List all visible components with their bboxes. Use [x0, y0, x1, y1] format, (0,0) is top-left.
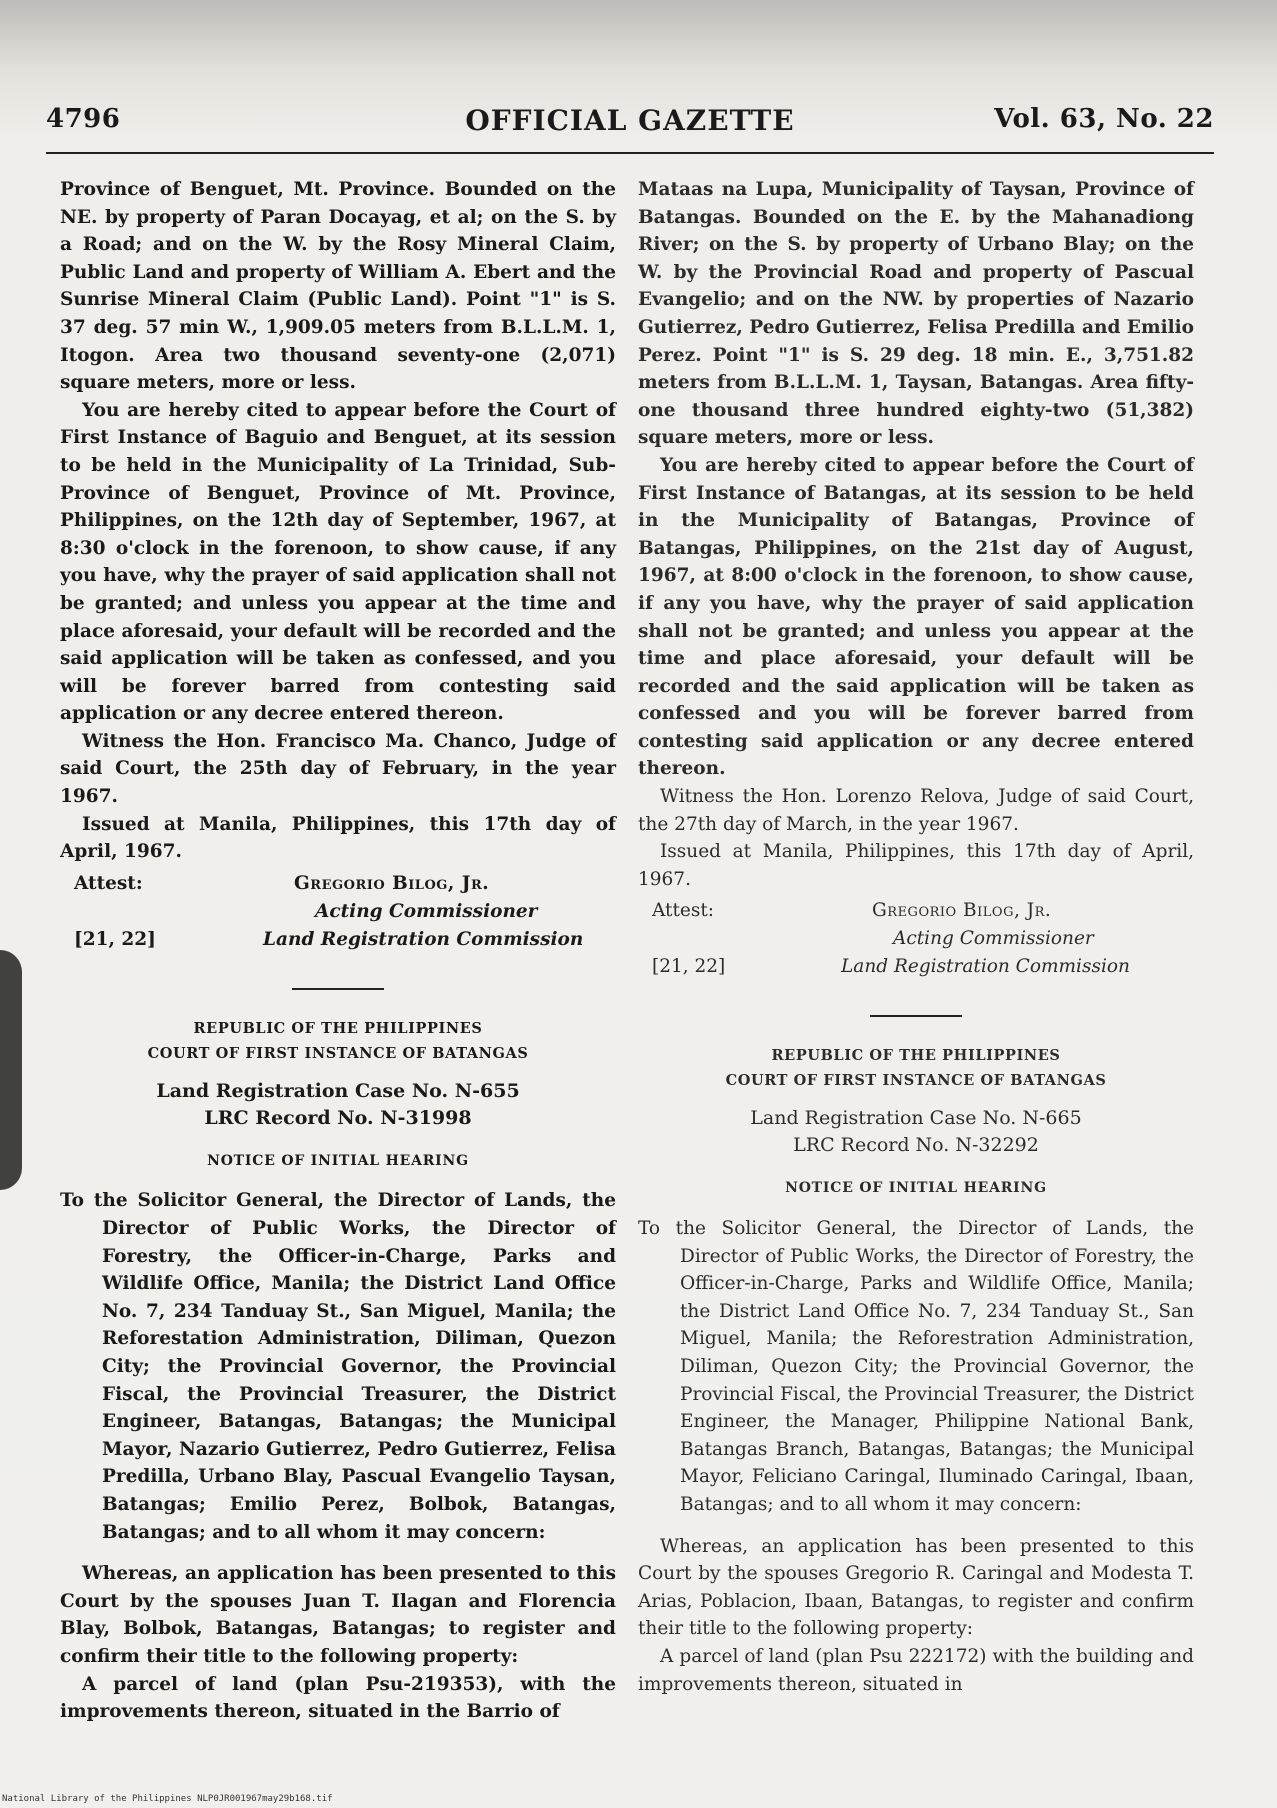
binding-shadow: [0, 950, 22, 1190]
left-republic-heading: REPUBLIC OF THE PHILIPPINES: [193, 1019, 483, 1037]
right-column: [638, 176, 1194, 1698]
left-section-divider: [292, 988, 384, 990]
right-addressees: To the Solicitor General, the Director of Lands, the Director of Public Works, the Director of Forestry, the Officer-in-Charge, Parks and Wildlife Office, Manila; the District Land Office No. 7, 234 Tanduay St., San Miguel, Manila; the Reforestration Administration, Diliman, Quezon City; the Provincial Governor, the Provincial Fiscal, the Provincial Treasurer, the District Engineer, the Manager, Philippine National Bank, Batangas Branch, Batangas, Batangas; the Municipal Mayor, Feliciano Caringal, Iluminado Caringal, Ibaan, Batangas; and to all whom it may concern:: [638, 1218, 1194, 1515]
right-signature-block: [638, 897, 1194, 987]
right-witness-paragraph: Witness the Hon. Lorenzo Relova, Judge of said Court, the 27th day of March, in the year 1967.: [638, 786, 1194, 835]
right-signer-office: Land Registration Commission: [841, 956, 1130, 978]
scan-footer: National Library of the Philippines NLP0JR001967may29b168.tif: [2, 1794, 333, 1804]
right-notice-heading: NOTICE OF INITIAL HEARING: [785, 1180, 1047, 1197]
left-signer-position: Acting Commissioner: [315, 900, 538, 922]
right-whereas-paragraph: Whereas, an application has been presented to this Court by the spouses Gregorio R. Caringal and Modesta T. Arias, Poblacion, Ibaan, Batangas, to register and confirm their title to the following property:: [638, 1535, 1194, 1640]
volume-issue: Vol. 63, No. 22: [994, 104, 1214, 134]
left-parcel-paragraph: A parcel of land (plan Psu-219353), with the improvements thereon, situated in the Barrio of: [60, 1673, 616, 1723]
left-signer-name: Gregorio Bilog, Jr.: [294, 872, 490, 894]
right-attest-label: Attest:: [652, 900, 715, 922]
left-addressees: To the Solicitor General, the Director of Lands, the Director of Public Works, the Director of Forestry, the Officer-in-Charge, Parks and Wildlife Office, Manila; the District Land Office No. 7, 234 Tanduay St., San Miguel, Manila; the Reforestation Administration, Diliman, Quezon City; the Provincial Governor, the Provincial Fiscal, the Provincial Treasurer, the District Engineer, Batangas, Batangas; the Municipal Mayor, Nazario Gutierrez, Pedro Gutierrez, Felisa Predilla, Urbano Blay, Pascual Evangelio Taysan, Batangas; Emilio Perez, Bolbok, Batangas, Batangas; and to all whom it may concern:: [60, 1190, 616, 1543]
right-cited-paragraph: You are hereby cited to appear before the Court of First Instance of Batangas, at its session to be held in the Municipality of Batangas, Province of Batangas, Philippines, on the 21st day of August, 1967, at 8:00 o'clock in the forenoon, to show cause, if any you have, why the prayer of said application shall not be granted; and unless you appear at the time and place aforesaid, your default will be recorded and the said application will be taken as confessed and you will be forever barred from contesting said application or any decree entered thereon.: [638, 454, 1194, 780]
left-spacer: [60, 1546, 616, 1560]
page-number: 4796: [46, 104, 121, 134]
right-intro-paragraph: Mataas na Lupa, Municipality of Taysan, Province of Batangas. Bounded on the E. by the Mahanadiong River; on the S. by property of Urbano Blay; on the W. by the Provincial Road and property of Pascual Evangelio; and on the NW. by properties of Nazario Gutierrez, Pedro Gutierrez, Felisa Predilla and Emilio Perez. Point "1" is S. 29 deg. 18 min. E., 3,751.82 meters from B.L.L.M. 1, Taysan, Batangas. Area fifty-one thousand three hundred eighty-two (51,382) square meters, more or less.: [638, 179, 1194, 449]
right-spacer: [638, 1519, 1194, 1533]
left-intro-paragraph: Province of Benguet, Mt. Province. Bounded on the NE. by property of Paran Docayag, et al; on the S. by a Road; and on the W. by the Rosy Mineral Claim, Public Land and property of William A. Ebert and the Sunrise Mineral Claim (Public Land). Point "1" is S. 37 deg. 57 min W., 1,909.05 meters from B.L.L.M. 1, Itogon. Area two thousand seventy-one (2,071) square meters, more or less.: [60, 179, 616, 394]
right-issued-paragraph: Issued at Manila, Philippines, this 17th day of April, 1967.: [638, 841, 1194, 890]
right-republic-heading: REPUBLIC OF THE PHILIPPINES: [771, 1047, 1061, 1065]
left-issue-reference: [21, 22]: [74, 928, 156, 950]
left-attest-label: Attest:: [74, 872, 143, 894]
left-whereas-paragraph: Whereas, an application has been presented to this Court by the spouses Juan T. Ilagan and Florencia Blay, Bolbok, Batangas, Batangas; to register and confirm their title to the following property:: [60, 1563, 616, 1667]
left-signature-block: [60, 870, 616, 960]
left-column: [60, 176, 616, 1726]
header-rule: [46, 152, 1214, 154]
right-case-number: Land Registration Case No. N-665: [750, 1107, 1082, 1130]
left-issued-paragraph: Issued at Manila, Philippines, this 17th day of April, 1967.: [60, 813, 616, 863]
left-case-number: Land Registration Case No. N-655: [156, 1079, 520, 1102]
right-issue-reference: [21, 22]: [652, 956, 726, 978]
publication-title: OFFICIAL GAZETTE: [465, 104, 795, 137]
right-signer-name: Gregorio Bilog, Jr.: [872, 900, 1052, 922]
left-lrc-record: LRC Record No. N-31998: [204, 1106, 472, 1129]
right-signer-position: Acting Commissioner: [893, 928, 1094, 950]
left-notice-heading: NOTICE OF INITIAL HEARING: [207, 1152, 469, 1169]
right-parcel-paragraph: A parcel of land (plan Psu 222172) with the building and improvements thereon, situated in: [638, 1645, 1194, 1695]
page-header: [46, 100, 1214, 150]
left-cited-paragraph: You are hereby cited to appear before the Court of First Instance of Baguio and Benguet, at its session to be held in the Municipality of La Trinidad, Sub-Province of Benguet, Province of Mt. Province, Philippines, on the 12th day of September, 1967, at 8:30 o'clock in the forenoon, to show cause, if any you have, why the prayer of said application shall not be granted; and unless you appear at the time and place aforesaid, your default will be recorded and the said application will be taken as confessed, and you will be forever barred from contesting said application or any decree entered thereon.: [60, 399, 616, 725]
right-section-divider: [870, 1015, 962, 1017]
right-court-heading: COURT OF FIRST INSTANCE OF BATANGAS: [725, 1072, 1107, 1090]
left-witness-paragraph: Witness the Hon. Francisco Ma. Chanco, Judge of said Court, the 25th day of February, in the year 1967.: [60, 730, 616, 808]
left-court-heading: COURT OF FIRST INSTANCE OF BATANGAS: [147, 1044, 529, 1062]
right-lrc-record: LRC Record No. N-32292: [793, 1134, 1039, 1157]
left-signer-office: Land Registration Commission: [263, 928, 584, 950]
